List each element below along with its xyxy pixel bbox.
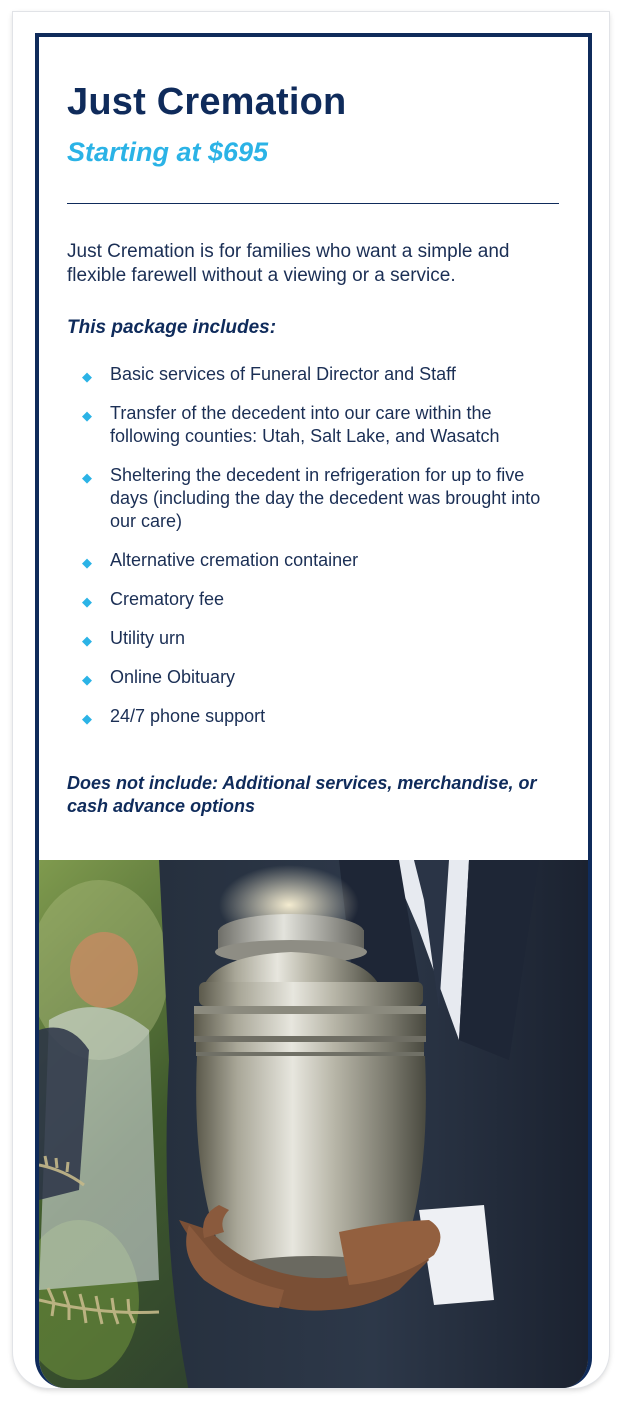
list-item-text: Basic services of Funeral Director and Staff [110,364,456,384]
list-item [67,363,559,386]
includes-list [67,363,559,744]
bullet-diamond-icon: ◆ [82,594,92,609]
list-item-text: Utility urn [110,628,186,648]
list-item [67,588,559,611]
list-item [67,549,559,572]
list-item-text: Sheltering the decedent in refrigeration for up to five days (including the day the decedent was brought into our care) [110,465,541,531]
list-item-text: Crematory fee [110,589,225,609]
list-item [67,402,559,448]
list-item-text: Transfer of the decedent into our care within the following counties: Utah, Salt Lake, and Wasatch [110,403,500,446]
list-item [67,627,559,650]
bullet-diamond-icon: ◆ [82,408,92,423]
divider [67,203,559,204]
bullet-diamond-icon: ◆ [82,369,92,384]
package-price: Starting at $695 [67,137,269,167]
list-item [67,666,559,689]
bullet-diamond-icon: ◆ [82,470,92,485]
list-item-text: Alternative cremation container [110,550,359,570]
excludes-note: Does not include: Additional services, merchandise, or cash advance options [67,773,537,816]
list-item-text: 24/7 phone support [110,706,266,726]
includes-heading: This package includes: [67,317,277,338]
urn-photo [39,860,588,1388]
list-item [67,705,559,728]
package-card-frame [13,12,609,1388]
bullet-diamond-icon: ◆ [82,711,92,726]
bullet-diamond-icon: ◆ [82,555,92,570]
package-title: Just Cremation [67,81,347,123]
list-item [67,464,559,533]
bullet-diamond-icon: ◆ [82,672,92,687]
bullet-diamond-icon: ◆ [82,633,92,648]
package-card [35,33,592,1388]
list-item-text: Online Obituary [110,667,236,687]
package-description: Just Cremation is for families who want a simple and flexible farewell without a viewing or a service. [67,241,510,286]
